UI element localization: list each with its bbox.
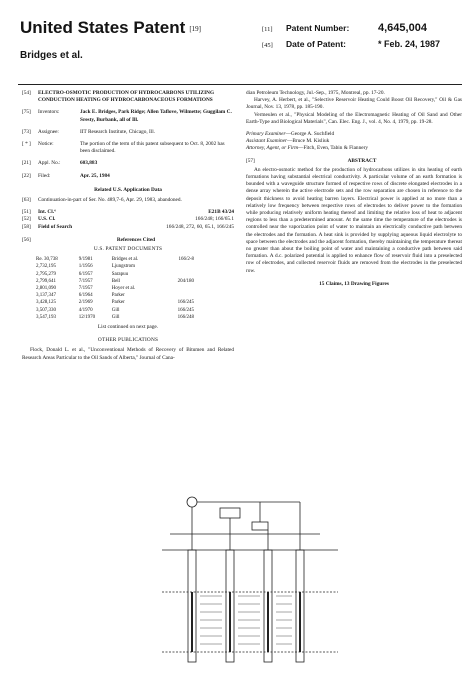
notice-field — [22, 141, 234, 155]
publication-vermeulen: Vermeulen et al., "Physical Modeling of the Electromagnetic Heating of Oil Sand and Other Earth-Type and Biological Materials", Can. Elec. Eng. J., vol. 4, No. 4, 1979, pp. 19-28. — [246, 111, 462, 125]
abstract-header — [246, 158, 462, 165]
ref-class: 166/245 — [177, 300, 194, 306]
invention-title: ELECTRO-OSMOTIC PRODUCTION OF HYDROCARBONS UTILIZING CONDUCTION HEATING OF HYDROCARBONACEOUS FORMATIONS — [38, 90, 215, 104]
ref-number: 2,732,195 — [36, 264, 56, 270]
date-code: [45] — [262, 42, 273, 49]
ref-number: 3,507,330 — [36, 307, 56, 313]
field-code: [51] — [22, 209, 31, 216]
field-label: Notice: — [38, 141, 54, 148]
appl-no-field — [22, 160, 234, 167]
related-data-title: Related U.S. Application Data — [94, 186, 162, 193]
ref-name: Hoyer et al. — [111, 286, 136, 292]
ref-date: 12/1970 — [78, 314, 96, 320]
ref-class: 166/2-8 — [178, 257, 194, 263]
header-rule — [18, 84, 462, 85]
field-code: [63] — [22, 197, 31, 204]
pump-box — [252, 522, 268, 530]
ref-number: 3,428,125 — [36, 300, 56, 306]
table-row — [36, 278, 196, 285]
assignee-text: IIT Research Institute, Chicago, Ill. — [80, 128, 156, 135]
examiner-name: —Fitch, Even, Tabin & Flannery — [298, 145, 368, 152]
continuation-field — [22, 197, 234, 204]
claims-line: 15 Claims, 13 Drawing Figures — [319, 280, 389, 287]
class-value: E21B 43/24 — [208, 209, 234, 216]
patent-number-row — [262, 22, 462, 39]
primary-examiner — [246, 131, 462, 138]
table-row — [36, 299, 196, 306]
continuation-text: Continuation-in-part of Ser. No. 489,7-6, Apr. 29, 1983, abandoned. — [38, 197, 182, 204]
field-label: U.S. Cl. — [38, 216, 56, 223]
patent-number: 4,645,004 — [378, 22, 427, 34]
field-label: Field of Search — [38, 223, 73, 230]
table-row — [36, 256, 196, 263]
patent-number-code: [11] — [262, 26, 273, 33]
patent-date-value: Feb. 24, 1987 — [384, 39, 441, 49]
field-label: Inventors: — [38, 109, 60, 116]
other-publications-title: OTHER PUBLICATIONS — [97, 337, 159, 344]
class-value: 166/248; 166/65.1 — [195, 216, 234, 223]
appl-no-text: 603,883 — [80, 160, 98, 167]
field-code: [52] — [22, 216, 31, 223]
representative-drawing — [160, 492, 340, 690]
ref-name: Gill — [111, 307, 120, 313]
ref-name: Parker — [111, 293, 125, 299]
table-row — [36, 292, 196, 299]
ref-date: 4/1970 — [78, 307, 93, 313]
field-code: [57] — [246, 157, 255, 164]
ref-number: 2,801,090 — [36, 286, 56, 292]
generator-symbol — [187, 497, 197, 507]
field-code: [21] — [22, 160, 31, 167]
other-publications-text: Flock, Donald L. et al., "Unconventional Methods of Recovery of Bitumen and Related Research Areas Particular to the Oil Sands of Alberta," Journal of Cana- — [22, 347, 234, 361]
table-row — [36, 263, 196, 270]
field-code: [75] — [22, 109, 31, 116]
classification-block — [22, 209, 234, 231]
ref-date: 7/1957 — [78, 278, 93, 284]
ref-date: 9/1981 — [78, 257, 93, 263]
date-row — [262, 39, 462, 56]
inventors-short: Bridges et al. — [20, 50, 83, 61]
examiner-name: —George A. Suchfield — [285, 131, 335, 138]
ref-number: 3,137,347 — [36, 293, 56, 299]
field-label: Appl. No.: — [38, 160, 61, 167]
patent-date: * Feb. 24, 1987 — [378, 39, 441, 49]
ref-class — [163, 271, 196, 278]
field-code: [58] — [22, 223, 31, 230]
ref-name: Bridges et al. — [111, 257, 139, 263]
list-continued-note: List continued on next page. — [97, 324, 159, 331]
ref-class: 166/245 — [177, 307, 194, 313]
table-row — [36, 271, 196, 278]
abstract-text: An electro-osmotic method for the production of hydrocarbons utilizes in situ heating of earth formations having substantial electrical conductivity. A particular volume of an earth formation is bounded with a waveguide structure formed of respective rows of discrete elongated electrodes in a dense array wherein the active electrode sets and the row separation are chosen in reference to the deposit thickness to avoid heating barren layers. Electrical power is applied at no more than a relatively low frequency between respective rows of electrodes to deliver power to the formation while producing relatively uniform heating thereof and limiting the relative loss of heat to adjacent regions to less than a predetermined amount. At the same time the temperature of the electrodes is controlled near the vaporization point of water to maintain an electrically conductive path between the electrodes and the formation. A heat sink is provided by supplying aqueous liquid electrolyte to space between the electrodes and the adjacent formation, thereby maintaining the temperature thereat no greater than about the boiling point of water and maintaining a conductive path between said formation. A d.c. polarized potential is applied to enhance flow of reservoir fluid into a preselected row of electrodes, and collected reservoir fluids are removed from the electrodes in the preselected row. — [246, 166, 462, 274]
header-left — [20, 18, 240, 61]
date-label: Date of Patent: — [286, 39, 346, 49]
ref-class: 166/248 — [177, 314, 194, 320]
ref-date: 1/1956 — [78, 264, 93, 270]
field-code: [56] — [22, 236, 31, 243]
attorney — [246, 145, 462, 152]
filed-text: Apr. 25, 1984 — [80, 172, 110, 179]
class-row-search — [22, 224, 234, 231]
title-code: [19] — [189, 24, 201, 33]
ref-number: 2,795,279 — [36, 271, 56, 277]
inventors-field — [22, 109, 234, 123]
ref-number: Re. 30,738 — [36, 257, 58, 263]
examiners-block — [246, 131, 462, 153]
class-row-us — [22, 216, 234, 223]
patent-office-title — [20, 18, 240, 38]
ref-name: Ljungstrom — [111, 264, 136, 270]
references-title: References Cited — [116, 236, 156, 243]
examiner-label: Assistant Examiner — [246, 138, 288, 145]
assistant-examiner — [246, 138, 462, 145]
ref-class: 204/180 — [177, 278, 194, 284]
notice-text: The portion of the term of this patent subsequent to Oct. 8, 2002 has been disclaimed. — [80, 141, 225, 155]
publication-continued: dian Petroleum Technology, Jul.-Sep., 1975, Montreal, pp. 17-20. — [246, 90, 385, 96]
inventors-text: Jack E. Bridges, Park Ridge; Allen Taflove, Wilmette; Guggilam C. Sresty, Burbank, all of Ill. — [80, 109, 232, 123]
examiner-label: Primary Examiner — [246, 131, 286, 138]
assignee-field — [22, 129, 234, 136]
ref-number: 3,547,193 — [36, 314, 56, 320]
drawing-svg — [160, 492, 340, 690]
right-column — [246, 90, 462, 288]
ref-class — [163, 285, 196, 292]
examiner-label: Attorney, Agent, or Firm — [246, 145, 299, 152]
ref-name: Sarapuu — [111, 271, 129, 277]
ref-date: 6/1957 — [78, 271, 93, 277]
control-box — [220, 508, 240, 518]
ref-date: 7/1957 — [78, 286, 93, 292]
title-text: United States Patent — [20, 18, 186, 37]
table-row — [36, 314, 196, 321]
class-row-int — [22, 209, 234, 216]
references-header — [22, 237, 234, 244]
examiner-name: —Bruce M. Kisliuk — [287, 138, 330, 145]
abstract-title: ABSTRACT — [347, 157, 377, 164]
ref-name: Parker — [111, 300, 125, 306]
field-label: Filed: — [38, 172, 51, 179]
ref-number: 2,799,641 — [36, 278, 56, 284]
us-docs-title: U.S. PATENT DOCUMENTS — [93, 246, 163, 253]
ref-name: Bell — [111, 278, 121, 284]
references-table — [36, 256, 196, 321]
publication-harvey: Harvey, A. Herbert, et al., "Selective Reservoir Heating Could Boost Oil Recovery," Oil & Gas Journal, Nov. 13, 1978, pp. 185-190. — [246, 97, 462, 111]
ref-class — [163, 263, 196, 270]
ref-date: 2/1969 — [78, 300, 93, 306]
field-label: Assignee: — [38, 128, 59, 135]
ref-date: 6/1964 — [78, 293, 93, 299]
field-code: [22] — [22, 172, 31, 179]
header-right — [262, 22, 462, 56]
patent-number-label: Patent Number: — [286, 23, 350, 33]
ref-name: Gill — [111, 314, 120, 320]
left-column — [22, 90, 234, 362]
title-field — [22, 90, 234, 104]
filed-field — [22, 173, 234, 180]
field-label: Int. Cl.⁴ — [38, 209, 56, 216]
class-value: 166/248, 272, 60, 65.1, 166/245 — [166, 223, 234, 230]
table-row — [36, 307, 196, 314]
field-code: [ * ] — [22, 141, 31, 148]
field-code: [73] — [22, 128, 31, 135]
ref-class — [163, 292, 196, 299]
field-code: [54] — [22, 90, 31, 96]
table-row — [36, 285, 196, 292]
